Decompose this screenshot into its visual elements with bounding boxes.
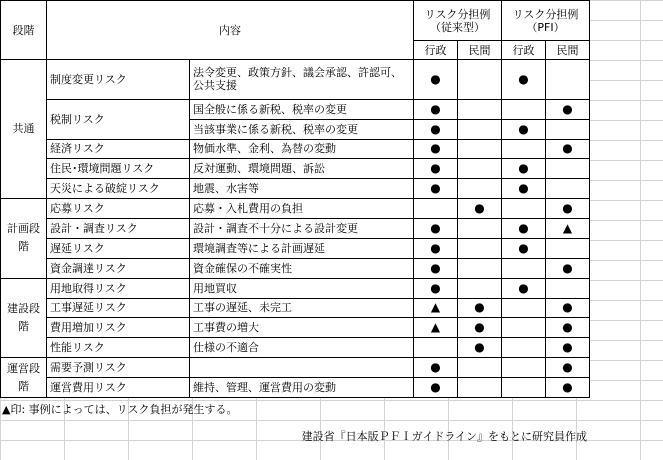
allocation-mark: ● [414,258,458,278]
risk-content-cell: 国全般に係る新税、税率の変更 [190,99,414,119]
allocation-mark: ● [414,159,458,179]
allocation-mark [458,378,502,398]
risk-content-cell: 仕様の不適合 [190,338,414,358]
risk-content-cell: 設計・調査不十分による設計変更 [190,219,414,239]
allocation-mark [414,338,458,358]
table-row [1,318,590,338]
allocation-mark: ● [414,278,458,298]
allocation-mark [502,338,546,358]
source-credit: 建設省『日本版ＰＦＩガイドライン』をもとに研究員作成 [301,430,587,443]
allocation-mark: ● [546,139,590,159]
risk-content-cell: 反対運動、環境問題、訴訟 [190,159,414,179]
allocation-mark [502,378,546,398]
risk-name-cell: 天災による破綻リスク [47,179,190,199]
risk-content-cell [190,358,414,378]
allocation-mark: ● [458,199,502,219]
allocation-mark: ● [546,378,590,398]
stage-cell: 運営段階 [1,358,47,398]
risk-content-cell: 工事費の増大 [190,318,414,338]
table-row [1,258,590,278]
risk-content-cell: 工事の遅延、未完工 [190,298,414,318]
allocation-mark [546,159,590,179]
allocation-mark [458,159,502,179]
allocation-mark [502,258,546,278]
table-row [1,179,590,199]
risk-name-cell: 工事遅延リスク [47,298,190,318]
allocation-mark [458,60,502,100]
allocation-mark: ▲ [546,219,590,239]
risk-name-cell: 応募リスク [47,199,190,219]
allocation-mark [502,99,546,119]
risk-name-cell: 住民･環境問題リスク [47,159,190,179]
header-content: 内容 [47,1,414,60]
allocation-mark: ● [502,278,546,298]
allocation-mark: ● [502,219,546,239]
allocation-mark: ● [546,99,590,119]
allocation-mark [546,179,590,199]
table-row [1,238,590,258]
risk-name-cell: 用地取得リスク [47,278,190,298]
risk-name-cell: 資金調達リスク [47,258,190,278]
risk-name-cell: 税制リスク [47,99,190,139]
allocation-mark: ● [502,179,546,199]
allocation-mark: ● [546,358,590,378]
allocation-mark: ● [458,298,502,318]
allocation-mark [458,278,502,298]
table-row [1,378,590,398]
allocation-mark: ● [502,159,546,179]
allocation-mark: ● [414,179,458,199]
allocation-mark [502,298,546,318]
risk-content-cell: 地震、水害等 [190,179,414,199]
allocation-mark [458,219,502,239]
stage-cell: 共通 [1,60,47,199]
table-row [1,159,590,179]
allocation-mark: ▲ [414,318,458,338]
allocation-mark: ● [414,99,458,119]
risk-table-body [1,60,590,398]
risk-name-cell: 設計・調査リスク [47,219,190,239]
allocation-mark [458,99,502,119]
allocation-mark: ▲ [414,298,458,318]
header-private-1: 民間 [458,41,502,60]
table-row [1,358,590,378]
allocation-mark: ● [414,60,458,100]
table-row [1,219,590,239]
allocation-mark [458,179,502,199]
risk-content-cell: 応募・入札費用の負担 [190,199,414,219]
allocation-mark: ● [458,318,502,338]
table-row [1,278,590,298]
risk-content-cell: 維持、管理、運営費用の変動 [190,378,414,398]
table-row [1,99,590,119]
risk-content-cell: 物価水準、金利、為替の変動 [190,139,414,159]
allocation-mark: ● [414,378,458,398]
stage-cell: 建設段階 [1,278,47,358]
allocation-mark [458,258,502,278]
allocation-mark: ● [546,258,590,278]
risk-name-cell: 遅延リスク [47,238,190,258]
header-stage: 段階 [1,1,47,60]
risk-content-cell: 法令変更、政策方針、議会承認、許認可、公共支援 [190,60,414,100]
allocation-mark [502,139,546,159]
table-row [1,298,590,318]
allocation-mark: ● [414,358,458,378]
header-pfi: リスク分担例 （PFI） [502,1,590,41]
allocation-mark: ● [458,338,502,358]
risk-name-cell: 性能リスク [47,338,190,358]
header-gov-2: 行政 [502,41,546,60]
allocation-mark: ● [546,199,590,219]
allocation-mark [546,60,590,100]
allocation-mark: ● [414,238,458,258]
allocation-mark [502,358,546,378]
risk-content-cell: 用地買収 [190,278,414,298]
allocation-mark: ● [414,119,458,139]
table-row [1,60,590,100]
risk-name-cell: 需要予測リスク [47,358,190,378]
allocation-mark: ● [502,238,546,258]
allocation-mark: ● [546,338,590,358]
allocation-mark [546,238,590,258]
allocation-mark [458,238,502,258]
allocation-mark: ● [414,139,458,159]
table-row [1,199,590,219]
allocation-mark [458,119,502,139]
risk-name-cell: 費用増加リスク [47,318,190,338]
risk-name-cell: 運営費用リスク [47,378,190,398]
allocation-mark [502,199,546,219]
header-gov-1: 行政 [414,41,458,60]
allocation-mark [458,139,502,159]
allocation-mark: ● [502,119,546,139]
risk-name-cell: 制度変更リスク [47,60,190,100]
risk-name-cell: 経済リスク [47,139,190,159]
allocation-mark: ● [546,318,590,338]
header-traditional: リスク分担例 （従来型） [414,1,502,41]
legend-note: ▲印: 事例によっては、リスク負担が発生する。 [2,403,238,416]
stage-cell: 計画段階 [1,199,47,279]
allocation-mark [458,358,502,378]
table-row [1,139,590,159]
allocation-mark [502,318,546,338]
risk-content-cell: 環境調査等による計画遅延 [190,238,414,258]
risk-content-cell: 当該事業に係る新税、税率の変更 [190,119,414,139]
allocation-mark [546,278,590,298]
risk-content-cell: 資金確保の不確実性 [190,258,414,278]
header-private-2: 民間 [546,41,590,60]
allocation-mark: ● [414,219,458,239]
table-row [1,338,590,358]
allocation-mark: ● [502,60,546,100]
allocation-mark [414,199,458,219]
allocation-mark [546,119,590,139]
allocation-mark: ● [546,298,590,318]
